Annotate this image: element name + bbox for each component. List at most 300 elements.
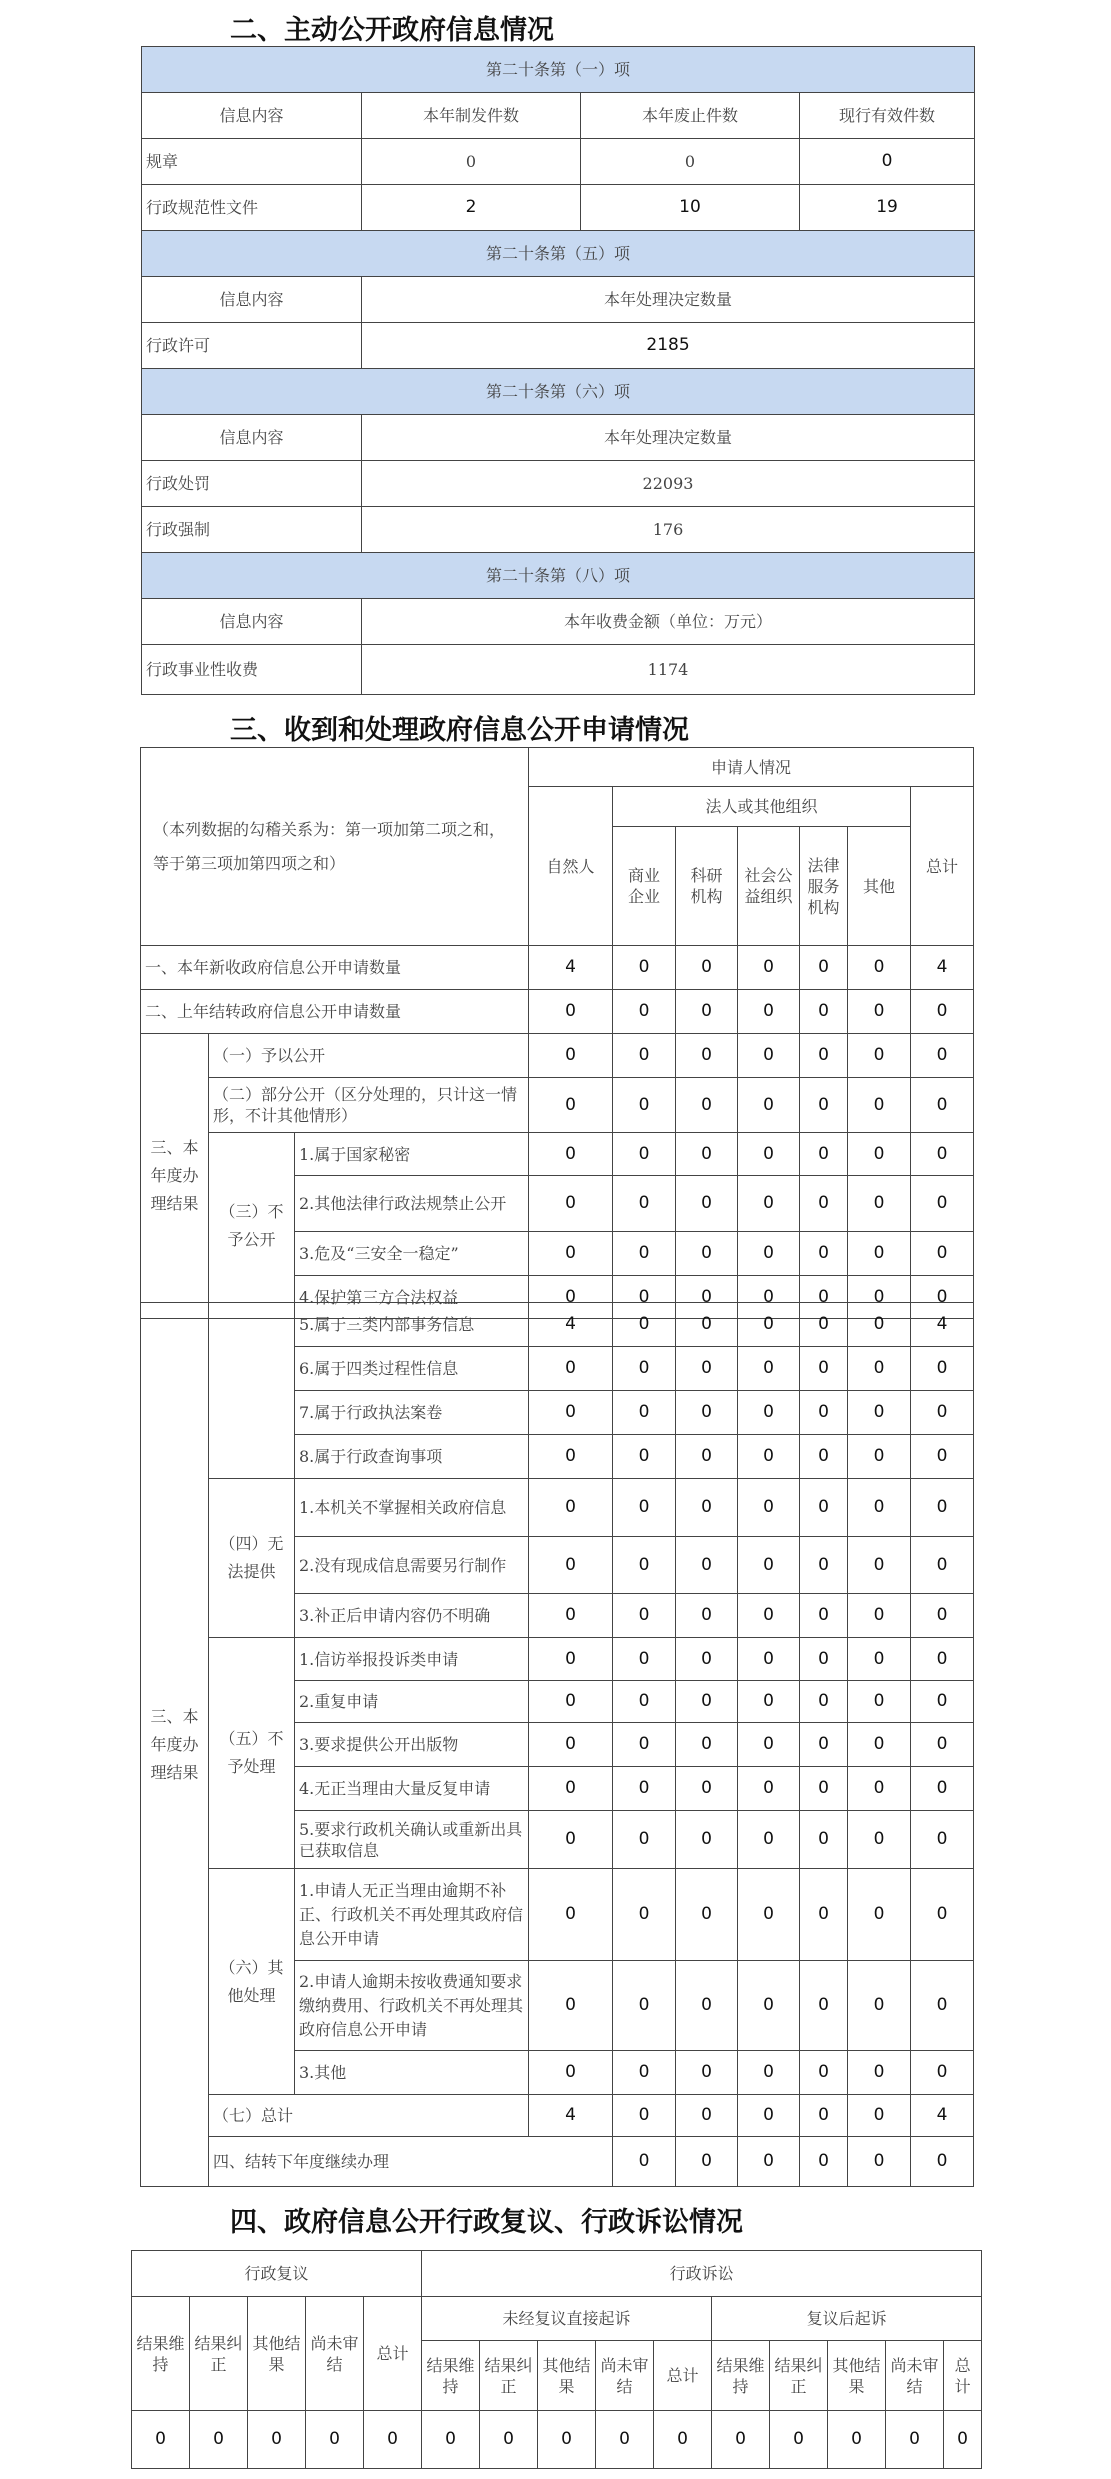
value-cell: 0 (738, 2137, 800, 2187)
review-sub-header: 其他结果 (248, 2297, 306, 2411)
value-cell: 4 (529, 2095, 613, 2137)
value-cell: 0 (848, 2095, 911, 2137)
value-cell: 0 (190, 2411, 248, 2469)
value-cell: 0 (613, 2051, 676, 2095)
row-label: 行政规范性文件 (142, 185, 362, 231)
value-cell: 0 (848, 1961, 911, 2051)
col-header-public-welfare: 社会公益组织 (738, 827, 800, 946)
value-cell: 0 (911, 2051, 974, 2095)
row-label: 2.其他法律行政法规禁止公开 (295, 1176, 529, 1232)
value-cell: 0 (800, 990, 848, 1034)
value-cell: 0 (800, 2137, 848, 2187)
applications-table-part1 (140, 747, 974, 1319)
value-cell: 0 (886, 2411, 944, 2469)
admin-litigation-header: 行政诉讼 (422, 2251, 982, 2297)
row-label: 1.本机关不掌握相关政府信息 (295, 1479, 529, 1537)
value-cell: 0 (676, 1594, 738, 1638)
value-cell: 0 (848, 1034, 911, 1078)
section4-heading: 四、政府信息公开行政复议、行政诉讼情况 (230, 2207, 743, 2238)
art6-band: 第二十条第（六）项 (142, 369, 975, 415)
value-cell: 0 (738, 1723, 800, 1767)
litigation-sub-header: 总计 (654, 2341, 712, 2411)
value-cell: 0 (676, 1811, 738, 1869)
art1-band: 第二十条第（一）项 (142, 47, 975, 93)
value-cell: 0 (911, 2137, 974, 2187)
litigation-sub-header: 总计 (944, 2341, 982, 2411)
value-cell: 0 (613, 2095, 676, 2137)
value-cell: 0 (529, 1681, 613, 1723)
litigation-sub-header: 结果维持 (712, 2341, 770, 2411)
group-label-not-processed: （五）不予处理 (209, 1638, 295, 1869)
value-cell: 0 (800, 1078, 848, 1133)
value-cell: 0 (800, 1232, 848, 1276)
row-label: 四、结转下年度继续办理 (209, 2137, 613, 2187)
group-label-not-disclosed-cont (209, 1303, 295, 1479)
review-sub-header: 尚未审结 (306, 2297, 364, 2411)
value-cell: 0 (613, 990, 676, 1034)
value-cell: 0 (800, 139, 975, 185)
value-cell: 0 (529, 1767, 613, 1811)
value-cell: 0 (738, 1479, 800, 1537)
value-cell: 0 (911, 1133, 974, 1176)
value-cell: 0 (738, 1232, 800, 1276)
value-cell: 0 (738, 1767, 800, 1811)
value-cell: 0 (738, 990, 800, 1034)
value-cell: 0 (911, 1391, 974, 1435)
direct-litigation-header: 未经复议直接起诉 (422, 2297, 712, 2341)
value-cell: 0 (848, 1133, 911, 1176)
section3-heading: 三、收到和处理政府信息公开申请情况 (230, 715, 689, 746)
header-cell: 本年处理决定数量 (362, 415, 975, 461)
value-cell: 0 (613, 1133, 676, 1176)
value-cell: 0 (529, 1078, 613, 1133)
group-label-other-handling: （六）其他处理 (209, 1869, 295, 2095)
table-row (141, 946, 974, 990)
row-label: 4.无正当理由大量反复申请 (295, 1767, 529, 1811)
value-cell: 0 (738, 1303, 800, 1347)
value-cell: 0 (306, 2411, 364, 2469)
value-cell: 0 (848, 1078, 911, 1133)
table-row (142, 507, 975, 553)
value-cell: 0 (848, 1681, 911, 1723)
value-cell: 0 (911, 1638, 974, 1681)
value-cell: 0 (676, 1232, 738, 1276)
value-cell: 4 (911, 2095, 974, 2137)
value-cell: 0 (613, 1723, 676, 1767)
value-cell: 0 (613, 1767, 676, 1811)
row-label: 3.补正后申请内容仍不明确 (295, 1594, 529, 1638)
value-cell: 0 (800, 2051, 848, 2095)
value-cell: 0 (848, 1276, 911, 1319)
value-cell: 0 (848, 1869, 911, 1961)
row-label: 3.要求提供公开出版物 (295, 1723, 529, 1767)
value-cell: 0 (911, 1232, 974, 1276)
value-cell: 0 (800, 946, 848, 990)
value-cell: 0 (613, 1961, 676, 2051)
header-cell: 现行有效件数 (800, 93, 975, 139)
value-cell: 0 (676, 1869, 738, 1961)
row-label: 行政许可 (142, 323, 362, 369)
value-cell: 0 (480, 2411, 538, 2469)
value-cell: 0 (613, 1034, 676, 1078)
value-cell: 0 (911, 1681, 974, 1723)
value-cell: 0 (529, 1276, 613, 1319)
litigation-sub-header: 尚未审结 (596, 2341, 654, 2411)
value-cell: 0 (581, 139, 800, 185)
value-cell: 0 (800, 1276, 848, 1319)
value-cell: 0 (676, 1435, 738, 1479)
value-cell: 0 (848, 1347, 911, 1391)
value-cell: 0 (800, 1479, 848, 1537)
value-cell: 0 (676, 1767, 738, 1811)
row-label: 1.信访举报投诉类申请 (295, 1638, 529, 1681)
value-cell: 0 (613, 1391, 676, 1435)
value-cell: 0 (800, 1034, 848, 1078)
value-cell: 4 (911, 946, 974, 990)
col-header-legal-service: 法律服务机构 (800, 827, 848, 946)
value-cell: 0 (911, 990, 974, 1034)
review-sub-header: 结果纠正 (190, 2297, 248, 2411)
value-cell: 0 (738, 1347, 800, 1391)
value-cell: 0 (848, 1435, 911, 1479)
row-label: 1.申请人无正当理由逾期不补正、行政机关不再处理其政府信息公开申请 (295, 1869, 529, 1961)
value-cell: 0 (676, 1681, 738, 1723)
value-cell: 0 (613, 2137, 676, 2187)
group-label-unable: （四）无法提供 (209, 1479, 295, 1638)
row-label: 5.属于三类内部事务信息 (295, 1303, 529, 1347)
value-cell: 0 (848, 1811, 911, 1869)
value-cell: 0 (848, 946, 911, 990)
value-cell: 0 (676, 1347, 738, 1391)
table-row (141, 1479, 974, 1537)
value-cell: 0 (654, 2411, 712, 2469)
value-cell: 0 (800, 1811, 848, 1869)
value-cell: 0 (538, 2411, 596, 2469)
row-label: 3.危及“三安全一稳定” (295, 1232, 529, 1276)
value-cell: 0 (911, 1078, 974, 1133)
litigation-sub-header: 其他结果 (828, 2341, 886, 2411)
row-label: 2.没有现成信息需要另行制作 (295, 1537, 529, 1594)
value-cell: 0 (848, 1479, 911, 1537)
row-label: 一、本年新收政府信息公开申请数量 (141, 946, 529, 990)
value-cell: 0 (911, 1594, 974, 1638)
value-cell: 4 (911, 1303, 974, 1347)
value-cell: 0 (613, 946, 676, 990)
value-cell: 4 (529, 946, 613, 990)
value-cell: 0 (676, 1078, 738, 1133)
col-header-total: 总计 (911, 787, 974, 946)
row-label: 行政事业性收费 (142, 645, 362, 695)
value-cell: 0 (529, 1961, 613, 2051)
value-cell: 0 (132, 2411, 190, 2469)
value-cell: 0 (529, 1869, 613, 1961)
value-cell: 2 (362, 185, 581, 231)
value-cell: 0 (676, 1961, 738, 2051)
value-cell: 0 (800, 1133, 848, 1176)
value-cell: 0 (422, 2411, 480, 2469)
value-cell: 0 (676, 2095, 738, 2137)
table-row (142, 185, 975, 231)
value-cell: 0 (911, 1767, 974, 1811)
value-cell: 0 (529, 1594, 613, 1638)
value-cell: 0 (676, 1276, 738, 1319)
value-cell: 0 (770, 2411, 828, 2469)
note-cell: （本列数据的勾稽关系为：第一项加第二项之和，等于第三项加第四项之和） (141, 748, 529, 946)
applications-table-part2 (140, 1302, 974, 2187)
value-cell: 0 (364, 2411, 422, 2469)
row-label: 5.要求行政机关确认或重新出具已获取信息 (295, 1811, 529, 1869)
header-cell: 信息内容 (142, 277, 362, 323)
header-cell: 本年废止件数 (581, 93, 800, 139)
value-cell: 0 (848, 1537, 911, 1594)
row-label: 1.属于国家秘密 (295, 1133, 529, 1176)
litigation-sub-header: 结果纠正 (770, 2341, 828, 2411)
header-cell: 本年收费金额（单位：万元） (362, 599, 975, 645)
value-cell: 0 (529, 1133, 613, 1176)
review-sub-header: 总计 (364, 2297, 422, 2411)
value-cell: 0 (529, 1232, 613, 1276)
value-cell: 0 (848, 1303, 911, 1347)
table-row (132, 2411, 982, 2469)
value-cell: 0 (911, 1276, 974, 1319)
group-label-results: 三、本年度办理结果 (141, 1303, 209, 2187)
group-label-not-disclosed: （三）不予公开 (209, 1133, 295, 1319)
value-cell: 0 (529, 1638, 613, 1681)
value-cell: 0 (911, 1435, 974, 1479)
value-cell: 0 (800, 1303, 848, 1347)
value-cell: 0 (676, 1391, 738, 1435)
value-cell: 0 (529, 2051, 613, 2095)
value-cell: 0 (800, 1347, 848, 1391)
value-cell: 0 (529, 1479, 613, 1537)
value-cell: 0 (529, 1811, 613, 1869)
applicant-header: 申请人情况 (529, 748, 974, 787)
row-label: 2.重复申请 (295, 1681, 529, 1723)
value-cell: 10 (581, 185, 800, 231)
value-cell: 0 (800, 1961, 848, 2051)
value-cell: 176 (362, 507, 975, 553)
row-label: 6.属于四类过程性信息 (295, 1347, 529, 1391)
value-cell: 0 (800, 1176, 848, 1232)
value-cell: 0 (848, 1391, 911, 1435)
value-cell: 0 (676, 2137, 738, 2187)
row-label: （二）部分公开（区分处理的，只计这一情形，不计其他情形） (209, 1078, 529, 1133)
value-cell: 0 (529, 1723, 613, 1767)
value-cell: 0 (613, 1276, 676, 1319)
value-cell: 0 (738, 1594, 800, 1638)
table-row (141, 1638, 974, 1681)
row-label: 7.属于行政执法案卷 (295, 1391, 529, 1435)
value-cell: 0 (848, 1723, 911, 1767)
value-cell: 0 (613, 1869, 676, 1961)
value-cell: 0 (800, 1767, 848, 1811)
table-row (141, 1034, 974, 1078)
value-cell: 0 (613, 1537, 676, 1594)
value-cell: 0 (738, 1638, 800, 1681)
col-header-other: 其他 (848, 827, 911, 946)
header-cell: 本年处理决定数量 (362, 277, 975, 323)
review-litigation-table (131, 2250, 982, 2469)
value-cell: 0 (529, 1435, 613, 1479)
value-cell: 0 (529, 1176, 613, 1232)
value-cell: 0 (613, 1638, 676, 1681)
value-cell: 0 (529, 1391, 613, 1435)
review-sub-header: 结果维持 (132, 2297, 190, 2411)
value-cell: 0 (848, 990, 911, 1034)
proactive-disclosure-table (141, 46, 975, 695)
value-cell: 0 (596, 2411, 654, 2469)
value-cell: 0 (613, 1303, 676, 1347)
value-cell: 0 (800, 1723, 848, 1767)
value-cell: 0 (676, 1479, 738, 1537)
value-cell: 0 (529, 1034, 613, 1078)
value-cell: 2185 (362, 323, 975, 369)
table-row (141, 1133, 974, 1176)
value-cell: 0 (800, 1391, 848, 1435)
value-cell: 0 (911, 1869, 974, 1961)
value-cell: 0 (613, 1681, 676, 1723)
value-cell: 0 (676, 1133, 738, 1176)
table-row (141, 1078, 974, 1133)
value-cell: 0 (738, 1961, 800, 2051)
value-cell: 0 (800, 1594, 848, 1638)
row-label: 4.保护第三方合法权益 (295, 1276, 529, 1319)
legal-org-header: 法人或其他组织 (613, 787, 911, 827)
table-row (142, 139, 975, 185)
row-label: （七）总计 (209, 2095, 529, 2137)
col-header-natural-person: 自然人 (529, 787, 613, 946)
value-cell: 0 (800, 2095, 848, 2137)
value-cell: 0 (848, 1767, 911, 1811)
table-row (142, 323, 975, 369)
col-header-business: 商业企业 (613, 827, 676, 946)
art8-band: 第二十条第（八）项 (142, 553, 975, 599)
value-cell: 0 (848, 2051, 911, 2095)
post-review-litigation-header: 复议后起诉 (712, 2297, 982, 2341)
table-row (141, 2137, 974, 2187)
table-row (142, 461, 975, 507)
value-cell: 0 (911, 1811, 974, 1869)
table-row (141, 1869, 974, 1961)
art5-band: 第二十条第（五）项 (142, 231, 975, 277)
litigation-sub-header: 结果维持 (422, 2341, 480, 2411)
value-cell: 0 (944, 2411, 982, 2469)
value-cell: 0 (911, 1034, 974, 1078)
value-cell: 0 (738, 1811, 800, 1869)
value-cell: 0 (738, 2051, 800, 2095)
value-cell: 4 (529, 1303, 613, 1347)
value-cell: 22093 (362, 461, 975, 507)
value-cell: 0 (738, 1078, 800, 1133)
value-cell: 0 (738, 1435, 800, 1479)
table-row (141, 1303, 974, 1347)
value-cell: 0 (676, 1034, 738, 1078)
row-label: 行政处罚 (142, 461, 362, 507)
value-cell: 0 (738, 1276, 800, 1319)
value-cell: 0 (613, 1811, 676, 1869)
row-label: 二、上年结转政府信息公开申请数量 (141, 990, 529, 1034)
value-cell: 0 (911, 1537, 974, 1594)
value-cell: 0 (800, 1869, 848, 1961)
value-cell: 0 (676, 1723, 738, 1767)
value-cell: 19 (800, 185, 975, 231)
value-cell: 0 (613, 1078, 676, 1133)
value-cell: 0 (676, 1537, 738, 1594)
value-cell: 0 (848, 1232, 911, 1276)
value-cell: 0 (613, 1176, 676, 1232)
value-cell: 0 (529, 1347, 613, 1391)
value-cell: 0 (828, 2411, 886, 2469)
value-cell: 0 (911, 1479, 974, 1537)
value-cell: 0 (676, 946, 738, 990)
value-cell: 0 (800, 1638, 848, 1681)
value-cell: 0 (738, 1391, 800, 1435)
value-cell: 0 (529, 1537, 613, 1594)
value-cell: 0 (800, 1435, 848, 1479)
table-row (142, 645, 975, 695)
value-cell: 0 (676, 2051, 738, 2095)
value-cell: 0 (738, 1869, 800, 1961)
value-cell: 1174 (362, 645, 975, 695)
row-label: 规章 (142, 139, 362, 185)
litigation-sub-header: 其他结果 (538, 2341, 596, 2411)
header-cell: 信息内容 (142, 599, 362, 645)
value-cell: 0 (738, 1176, 800, 1232)
value-cell: 0 (848, 1594, 911, 1638)
table-row (141, 2095, 974, 2137)
header-cell: 信息内容 (142, 93, 362, 139)
value-cell: 0 (613, 1232, 676, 1276)
value-cell: 0 (738, 1034, 800, 1078)
row-label: （一）予以公开 (209, 1034, 529, 1078)
value-cell: 0 (848, 1638, 911, 1681)
header-cell: 本年制发件数 (362, 93, 581, 139)
row-label: 2.申请人逾期未按收费通知要求缴纳费用、行政机关不再处理其政府信息公开申请 (295, 1961, 529, 2051)
admin-review-header: 行政复议 (132, 2251, 422, 2297)
value-cell: 0 (848, 2137, 911, 2187)
table-row (141, 990, 974, 1034)
value-cell: 0 (676, 1303, 738, 1347)
col-header-research: 科研机构 (676, 827, 738, 946)
section2-heading: 二、主动公开政府信息情况 (230, 15, 554, 46)
value-cell: 0 (613, 1435, 676, 1479)
value-cell: 0 (911, 1176, 974, 1232)
value-cell: 0 (800, 1681, 848, 1723)
litigation-sub-header: 尚未审结 (886, 2341, 944, 2411)
value-cell: 0 (613, 1594, 676, 1638)
value-cell: 0 (676, 1176, 738, 1232)
value-cell: 0 (911, 1723, 974, 1767)
value-cell: 0 (613, 1347, 676, 1391)
value-cell: 0 (848, 1176, 911, 1232)
value-cell: 0 (738, 1133, 800, 1176)
value-cell: 0 (911, 1347, 974, 1391)
group-label-results: 三、本年度办理结果 (141, 1034, 209, 1319)
value-cell: 0 (712, 2411, 770, 2469)
value-cell: 0 (738, 946, 800, 990)
value-cell: 0 (676, 1638, 738, 1681)
litigation-sub-header: 结果纠正 (480, 2341, 538, 2411)
value-cell: 0 (738, 1681, 800, 1723)
value-cell: 0 (911, 1961, 974, 2051)
value-cell: 0 (529, 990, 613, 1034)
row-label: 行政强制 (142, 507, 362, 553)
value-cell: 0 (738, 2095, 800, 2137)
value-cell: 0 (362, 139, 581, 185)
row-label: 3.其他 (295, 2051, 529, 2095)
value-cell: 0 (800, 1537, 848, 1594)
value-cell: 0 (613, 1479, 676, 1537)
